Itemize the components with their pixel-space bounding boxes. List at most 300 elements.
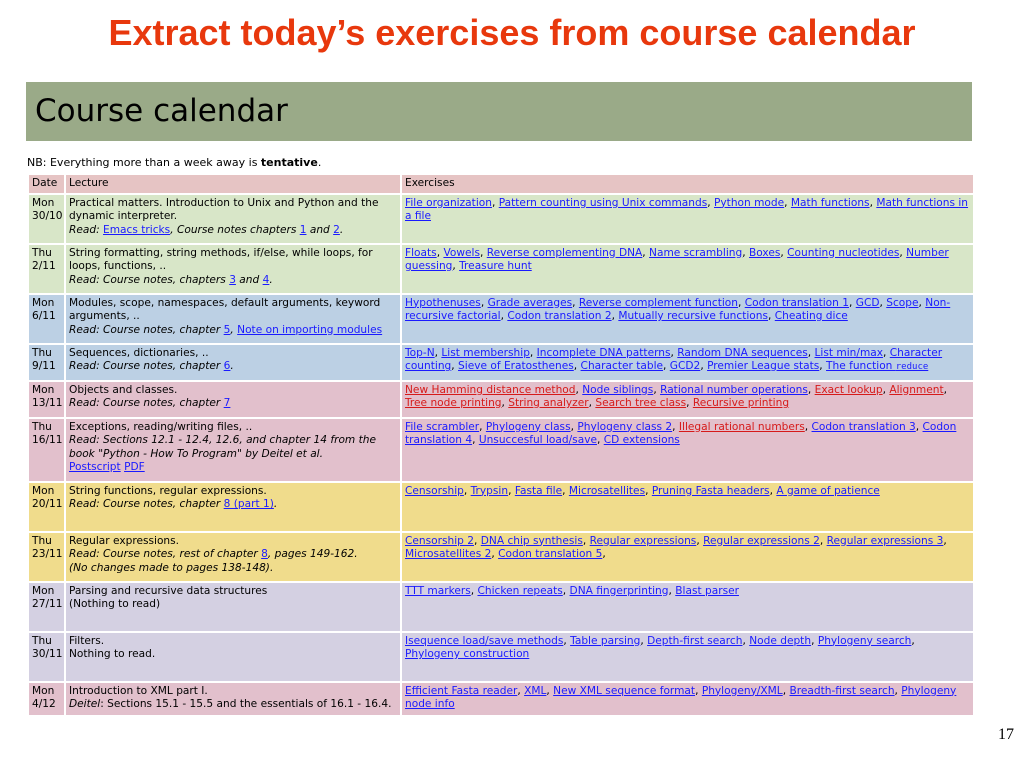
exercise-link[interactable]: Phylogeny class 2 [577, 420, 673, 433]
header-lecture: Lecture [69, 177, 109, 189]
lecture-text: , [230, 323, 238, 336]
exercise-link[interactable]: Non-recursive factorial [405, 296, 951, 322]
date-cell [29, 245, 64, 293]
separator: , [700, 360, 708, 372]
separator: , [869, 196, 877, 209]
exercise-link[interactable]: Censorship 2 [405, 534, 474, 547]
exercise-link[interactable]: Python mode [714, 196, 785, 209]
separator: , [480, 246, 487, 259]
exercise-link[interactable]: Math functions in a file [405, 196, 969, 222]
lecture-text: Read: Course notes, rest of chapter [69, 548, 262, 560]
date-text: Mon [32, 296, 55, 309]
separator: , [491, 196, 499, 209]
separator: , [588, 397, 596, 409]
exercise-link[interactable]: New XML sequence format [553, 684, 696, 697]
exercise-link[interactable]: Incomplete DNA patterns [536, 346, 671, 359]
separator: , [911, 634, 915, 647]
exercise-link[interactable]: Node depth [749, 634, 812, 647]
table-row [29, 345, 973, 380]
lecture-text: and [306, 223, 334, 236]
slide-title: Extract today’s exercises from course calendar [108, 12, 916, 53]
separator: , [696, 534, 704, 547]
note-text: NB: Everything more than a week away is [27, 156, 261, 169]
lecture-text: Introduction to XML part I. [69, 684, 208, 697]
separator: , [879, 296, 887, 309]
date-cell [29, 683, 64, 715]
exercise-link[interactable]: Blast parser [675, 584, 739, 597]
exercise-link[interactable]: Efficient Fasta reader [405, 684, 518, 697]
exercise-link[interactable]: Phylogeny/XML [701, 684, 783, 697]
date-text: 9/11 [32, 360, 56, 372]
separator: , [668, 584, 676, 597]
date-text: 20/11 [32, 498, 63, 510]
separator: , [451, 360, 459, 372]
lecture-text: Objects and classes. [69, 383, 178, 396]
separator: , [611, 310, 619, 322]
exercise-link[interactable]: Table parsing [570, 634, 641, 647]
exercise-link[interactable]: TTT markers [405, 584, 471, 597]
reading-link[interactable]: Emacs tricks [103, 223, 171, 236]
exercise-link[interactable]: List membership [441, 346, 530, 359]
lecture-text: Nothing to read. [69, 648, 156, 660]
lecture-line [69, 224, 397, 238]
separator: , [663, 360, 670, 372]
date-text: 16/11 [32, 434, 63, 446]
lecture-text: . [269, 273, 273, 286]
lecture-text: . [273, 498, 278, 510]
exercises-cell [402, 195, 973, 243]
table-row [29, 245, 973, 293]
exercise-link[interactable]: DNA fingerprinting [569, 584, 669, 597]
exercise-link[interactable]: Codon translation 4 [405, 420, 957, 446]
separator: , [573, 360, 581, 372]
separator: , [915, 420, 923, 433]
lecture-line [69, 324, 397, 338]
table-row [29, 533, 973, 581]
lecture-line [69, 434, 397, 461]
exercise-link[interactable]: Microsatellites [568, 484, 646, 497]
separator: , [882, 383, 890, 396]
exercise-link[interactable]: Phylogeny search [817, 634, 912, 647]
lecture-cell [66, 419, 400, 481]
exercise-link[interactable]: Depth-first search [647, 634, 743, 647]
separator: , [596, 434, 604, 446]
lecture-line [69, 421, 397, 435]
exercise-link[interactable]: String analyzer [508, 397, 589, 409]
separator: , [452, 260, 460, 272]
exercise-link[interactable]: Codon translation 1 [744, 296, 849, 309]
date-cell [29, 583, 64, 631]
table-row [29, 295, 973, 343]
date-text: Mon [32, 584, 55, 597]
lecture-text: Regular expressions. [69, 534, 180, 547]
exercise-link-code: reduce [895, 362, 929, 372]
lecture-text: and [235, 273, 263, 286]
exercise-link[interactable]: File organization [405, 196, 492, 209]
lecture-line [69, 274, 397, 288]
lecture-line [69, 535, 397, 549]
exercise-link[interactable]: Tree node printing [405, 397, 502, 409]
exercise-link[interactable]: Codon translation 2 [507, 310, 612, 322]
lecture-line [69, 461, 397, 475]
lecture-text: . [230, 360, 234, 372]
date-text: Thu [32, 420, 52, 433]
separator: , [943, 383, 947, 396]
exercises-cell [402, 345, 973, 380]
lecture-text: Practical matters. Introduction to Unix and Python and the dynamic interpreter. [69, 196, 379, 222]
date-text: Mon [32, 684, 55, 697]
lecture-text: String functions, regular expressions. [69, 484, 267, 497]
date-text: Mon [32, 383, 55, 396]
lecture-text: Filters. [69, 634, 105, 647]
date-text: Thu [32, 634, 52, 647]
date-text: Thu [32, 246, 52, 259]
exercises-cell [402, 583, 973, 631]
separator: , [737, 296, 745, 309]
exercise-link[interactable]: Vowels [443, 246, 480, 259]
lecture-cell [66, 382, 400, 417]
exercise-link[interactable]: Sieve of Eratosthenes [458, 360, 574, 372]
exercise-link[interactable]: Chicken repeats [477, 584, 563, 597]
date-text: Mon [32, 484, 55, 497]
exercise-link[interactable]: Regular expressions 3 [826, 534, 944, 547]
date-text: Thu [32, 534, 52, 547]
separator: , [780, 246, 788, 259]
separator: , [811, 634, 818, 647]
separator: , [480, 296, 488, 309]
exercise-link[interactable]: Grade averages [487, 296, 573, 309]
separator: , [463, 484, 471, 497]
lecture-line [69, 247, 397, 274]
separator: , [742, 246, 749, 259]
separator: , [707, 196, 715, 209]
exercise-link[interactable]: Recursive printing [692, 397, 790, 409]
date-text: 13/11 [32, 397, 63, 409]
exercise-link[interactable]: Isequence load/save methods [405, 634, 564, 647]
lecture-text: . [339, 223, 344, 236]
date-text: Mon [32, 196, 55, 209]
reading-link[interactable]: 6 [223, 360, 231, 372]
separator: , [918, 296, 926, 309]
lecture-cell [66, 483, 400, 531]
lecture-text: , pages 149-162. [267, 548, 358, 560]
lecture-text: (Nothing to read) [69, 598, 161, 610]
reading-link[interactable]: 8 [261, 548, 268, 560]
exercise-link[interactable]: List min/max [814, 346, 884, 359]
separator: , [653, 383, 661, 396]
exercise-link[interactable]: Search tree class [595, 397, 687, 409]
exercises-cell [402, 683, 973, 715]
separator: , [479, 420, 486, 433]
date-cell [29, 419, 64, 481]
reading-link[interactable]: 7 [223, 397, 231, 409]
separator: , [943, 534, 947, 547]
lecture-cell [66, 583, 400, 631]
exercise-link[interactable]: Character table [580, 360, 664, 372]
separator: , [819, 534, 827, 547]
lecture-line [69, 384, 397, 398]
exercise-link[interactable]: File scrambler [405, 420, 480, 433]
header-date: Date [32, 177, 58, 189]
exercise-link[interactable]: Alignment [889, 383, 944, 396]
date-text: 30/11 [32, 648, 63, 660]
course-calendar-table [27, 173, 975, 717]
exercise-link[interactable]: Exact lookup [814, 383, 883, 396]
exercise-link[interactable]: Microsatellites 2 [405, 548, 492, 560]
separator: , [670, 346, 678, 359]
exercise-link[interactable] [826, 360, 928, 372]
separator: , [575, 383, 583, 396]
trailing-text: , [602, 548, 606, 560]
exercise-link[interactable]: Scope [886, 296, 919, 309]
exercise-link[interactable]: GCD2 [669, 360, 701, 372]
exercises-cell [402, 533, 973, 581]
exercises-cell [402, 295, 973, 343]
lecture-text: (No changes made to pages 138-148). [69, 561, 274, 574]
reading-link[interactable]: PDF [124, 461, 145, 473]
lecture-text: : Sections 15.1 - 15.5 and the essentials of 16.1 - 16.4. [100, 698, 392, 710]
separator: , [899, 246, 907, 259]
table-row [29, 195, 973, 243]
lecture-line [69, 360, 397, 374]
exercises-cell [402, 382, 973, 417]
exercise-link[interactable]: Name scrambling [649, 246, 743, 259]
lecture-line [69, 297, 397, 324]
exercise-link[interactable]: Node siblings [582, 383, 654, 396]
lecture-cell [66, 683, 400, 715]
reading-link[interactable]: 5 [223, 323, 231, 336]
lecture-line [69, 485, 397, 499]
lecture-cell [66, 245, 400, 293]
exercise-link[interactable]: Pattern counting using Unix commands [498, 196, 708, 209]
lecture-line [69, 397, 397, 411]
separator: , [686, 397, 693, 409]
table-row [29, 633, 973, 681]
exercises-cell [402, 633, 973, 681]
exercise-link[interactable]: Fasta file [514, 484, 563, 497]
exercise-link[interactable]: Regular expressions [589, 534, 697, 547]
date-cell [29, 483, 64, 531]
lecture-text: Read: Course notes, chapters [69, 273, 230, 286]
page-banner [26, 82, 972, 141]
separator: , [804, 420, 812, 433]
lecture-line [69, 685, 397, 699]
exercise-link[interactable]: Boxes [748, 246, 781, 259]
lecture-text: Read: Course notes, chapter [69, 323, 224, 336]
separator: , [529, 346, 537, 359]
exercise-link[interactable]: DNA chip synthesis [480, 534, 583, 547]
separator: , [883, 346, 890, 359]
date-cell [29, 295, 64, 343]
lecture-line [69, 698, 397, 712]
separator: , [500, 310, 508, 322]
table-row [29, 419, 973, 481]
separator: , [570, 420, 578, 433]
exercise-link[interactable]: Phylogeny node info [405, 684, 957, 710]
separator: , [769, 484, 777, 497]
date-text: 30/10 [32, 210, 63, 222]
lecture-text: Parsing and recursive data structures [69, 584, 268, 597]
exercises-cell [402, 483, 973, 531]
reading-link[interactable]: 4 [262, 273, 270, 286]
tentative-note [27, 156, 321, 169]
separator: , [807, 346, 815, 359]
exercise-link[interactable]: Math functions [790, 196, 870, 209]
lecture-text: Read: Sections 12.1 - 12.4, 12.6, and chapter 14 from the book "Python - How To Program" by Deitel et al. [69, 434, 377, 460]
exercise-link[interactable]: Breadth-first search [789, 684, 895, 697]
exercise-link[interactable]: Illegal rational numbers [678, 420, 805, 433]
note-end: . [317, 156, 322, 169]
separator: , [517, 684, 525, 697]
exercise-link[interactable]: Regular expressions 2 [703, 534, 820, 547]
separator: , [470, 584, 478, 597]
lecture-text: , Course notes chapters [170, 223, 300, 236]
lecture-text: Read: [69, 223, 104, 236]
exercise-link[interactable]: XML [524, 684, 547, 697]
note-bold: tentative [260, 156, 318, 169]
exercise-link[interactable]: Treasure hunt [459, 260, 532, 272]
date-cell [29, 345, 64, 380]
exercise-link[interactable]: Cheating dice [774, 310, 848, 322]
separator: , [695, 684, 702, 697]
separator: , [768, 310, 775, 322]
exercise-link[interactable]: CD extensions [603, 434, 680, 446]
lecture-text: Deitel [69, 698, 101, 710]
reading-link[interactable]: Note on importing modules [237, 323, 383, 336]
separator: , [645, 484, 652, 497]
page-number: 17 [998, 726, 1014, 743]
reading-link[interactable]: 1 [299, 223, 307, 236]
exercise-link[interactable]: Mutually recursive functions [618, 310, 769, 322]
page-heading: Course calendar [35, 93, 288, 129]
separator: , [782, 684, 790, 697]
exercise-link[interactable]: Top-N [405, 346, 435, 359]
date-text: 27/11 [32, 598, 63, 610]
exercise-link[interactable]: Number guessing [405, 246, 949, 272]
table-header-row [29, 175, 973, 193]
lecture-cell [66, 295, 400, 343]
reading-link[interactable]: Postscript [69, 461, 121, 473]
lecture-line [69, 598, 397, 612]
lecture-text: Read: Course notes, chapter [69, 498, 224, 510]
table-row [29, 683, 973, 715]
separator: , [572, 296, 579, 309]
separator: , [563, 634, 571, 647]
separator: , [807, 383, 815, 396]
separator: , [474, 534, 481, 547]
reading-link[interactable]: 3 [229, 273, 236, 286]
exercise-link[interactable]: Unsuccesful load/save [478, 434, 597, 446]
exercise-link[interactable]: Rational number operations [660, 383, 808, 396]
table-row [29, 583, 973, 631]
lecture-text: Read: Course notes, chapter [69, 360, 224, 372]
lecture-text: Read: Course notes, chapter [69, 397, 224, 409]
table-row [29, 483, 973, 531]
date-cell [29, 382, 64, 417]
separator: , [491, 548, 499, 560]
exercise-link[interactable]: Trypsin [470, 484, 509, 497]
exercise-link[interactable]: Counting nucleotides [787, 246, 900, 259]
header-exercises: Exercises [405, 177, 455, 189]
exercise-link-text: The function [826, 360, 896, 372]
lecture-line [69, 562, 397, 576]
exercises-cell [402, 419, 973, 481]
separator: , [742, 634, 750, 647]
separator: , [848, 296, 856, 309]
exercise-link[interactable]: Pruning Fasta headers [651, 484, 770, 497]
separator: , [582, 534, 590, 547]
lecture-text: Exceptions, reading/writing files, .. [69, 420, 253, 433]
separator: , [562, 584, 570, 597]
lecture-text: Sequences, dictionaries, .. [69, 346, 209, 359]
lecture-cell [66, 345, 400, 380]
reading-link[interactable]: 8 (part 1) [223, 498, 274, 510]
separator: , [784, 196, 791, 209]
lecture-cell [66, 533, 400, 581]
date-text: 2/11 [32, 260, 56, 272]
separator: , [642, 246, 650, 259]
exercise-link[interactable]: Character counting [405, 346, 943, 372]
table-row [29, 382, 973, 417]
date-cell [29, 533, 64, 581]
lecture-line [69, 635, 397, 649]
date-text: 23/11 [32, 548, 63, 560]
lecture-text: String formatting, string methods, if/else, while loops, for loops, functions, .. [69, 246, 373, 272]
exercise-link[interactable]: Reverse complement function [578, 296, 738, 309]
exercises-cell [402, 245, 973, 293]
lecture-line [69, 585, 397, 599]
separator: , [672, 420, 679, 433]
date-text: Thu [32, 346, 52, 359]
exercise-link[interactable]: Phylogeny class [485, 420, 571, 433]
lecture-line [69, 197, 397, 224]
lecture-line [69, 347, 397, 361]
reading-link[interactable]: 2 [333, 223, 340, 236]
lecture-cell [66, 633, 400, 681]
exercise-link[interactable]: GCD [855, 296, 880, 309]
date-text: 4/12 [32, 698, 56, 710]
exercise-link[interactable]: Reverse complementing DNA [486, 246, 643, 259]
separator: , [894, 684, 902, 697]
lecture-line [69, 548, 397, 562]
exercise-link[interactable]: Random DNA sequences [677, 346, 808, 359]
separator: , [562, 484, 569, 497]
lecture-text: Modules, scope, namespaces, default arguments, keyword arguments, .. [69, 296, 381, 322]
exercise-link[interactable]: Censorship [405, 484, 464, 497]
exercise-link[interactable]: Codon translation 5 [498, 548, 603, 560]
lecture-cell [66, 195, 400, 243]
separator: , [472, 434, 479, 446]
lecture-line [69, 648, 397, 662]
exercise-link[interactable]: A game of patience [776, 484, 880, 497]
separator: , [501, 397, 509, 409]
separator: , [546, 684, 554, 697]
separator: , [640, 634, 648, 647]
lecture-line [69, 498, 397, 512]
exercise-link[interactable]: Floats [405, 246, 437, 259]
separator: , [434, 346, 442, 359]
date-text: 6/11 [32, 310, 56, 322]
exercise-link[interactable]: Phylogeny construction [405, 648, 530, 660]
exercise-link[interactable]: Premier League stats [707, 360, 820, 372]
separator: , [436, 246, 444, 259]
exercise-link[interactable]: New Hamming distance method [405, 383, 576, 396]
date-cell [29, 195, 64, 243]
exercise-link[interactable]: Codon translation 3 [811, 420, 916, 433]
exercise-link[interactable]: Hypothenuses [405, 296, 481, 309]
date-cell [29, 633, 64, 681]
separator: , [819, 360, 827, 372]
